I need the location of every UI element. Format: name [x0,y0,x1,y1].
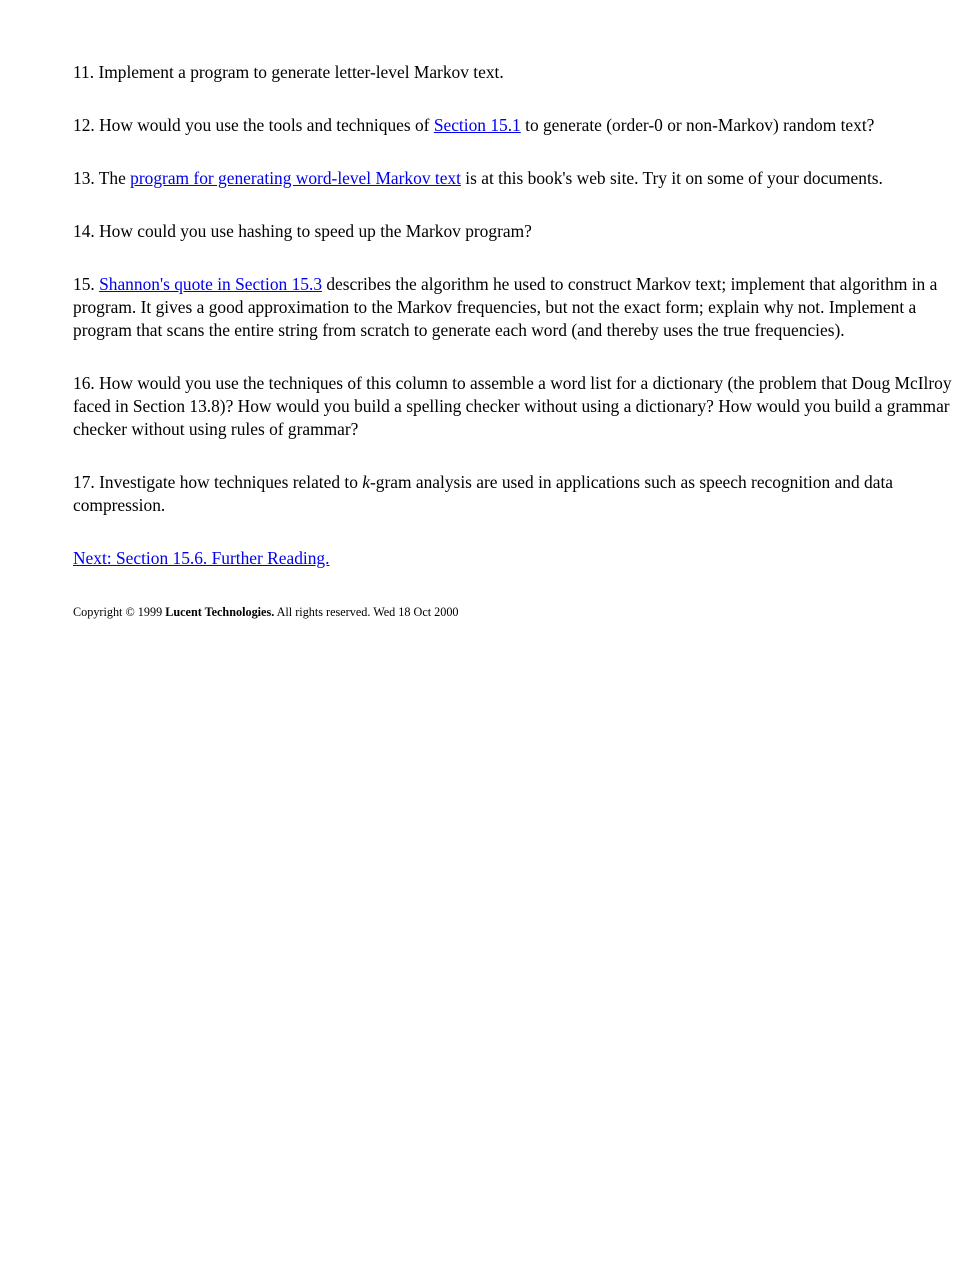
next-paragraph [73,547,973,570]
exercise-text: 13. The [73,168,131,188]
exercise-list [73,61,973,517]
exercise-text: to generate (order-0 or non-Markov) random text? [520,115,875,135]
exercise-text: 11. Implement a program to generate letter-level Markov text. [73,62,504,82]
exercise-text: is at this book's web site. Try it on some of your documents. [460,168,883,188]
next-section-link[interactable]: Next: Section 15.6. Further Reading. [73,548,330,568]
company-name: Lucent Technologies. [165,605,275,619]
exercise-15 [73,273,973,342]
exercise-11 [73,61,973,84]
exercise-text: -gram analysis are used in applications such as speech recognition and data compression. [73,472,894,515]
copyright-footer [73,604,973,620]
italic-term: k [362,472,371,492]
exercise-text: describes the algorithm he used to construct Markov text; implement that algorithm in a program. It gives a good approximation to the Markov frequencies, but not the exact form; explain why not. Implement a program that scans the entire string from scratch to generate each word (and thereby uses the true frequencies). [73,274,938,340]
exercise-text: 12. How would you use the tools and techniques of [73,115,434,135]
exercise-link[interactable]: Shannon's quote in Section 15.3 [99,274,323,294]
exercise-text: 17. Investigate how techniques related to [73,472,363,492]
exercise-13 [73,167,973,190]
exercise-link[interactable]: program for generating word-level Markov text [130,168,461,188]
exercise-text: 16. How would you use the techniques of this column to assemble a word list for a dictionary (the problem that Doug McIlroy faced in Section 13.8)? How would you build a spelling checker without using a dictionary? How would you build a grammar checker without using rules of grammar? [73,373,952,439]
exercise-16 [73,372,973,441]
exercise-12 [73,114,973,137]
page-content [73,61,973,620]
exercise-link[interactable]: Section 15.1 [433,115,521,135]
copyright-prefix: Copyright © 1999 [73,605,166,619]
exercise-14 [73,220,973,243]
exercise-text: 14. How could you use hashing to speed up the Markov program? [73,221,532,241]
exercise-17 [73,471,973,517]
exercise-text: 15. [73,274,100,294]
copyright-suffix: All rights reserved. Wed 18 Oct 2000 [274,605,459,619]
